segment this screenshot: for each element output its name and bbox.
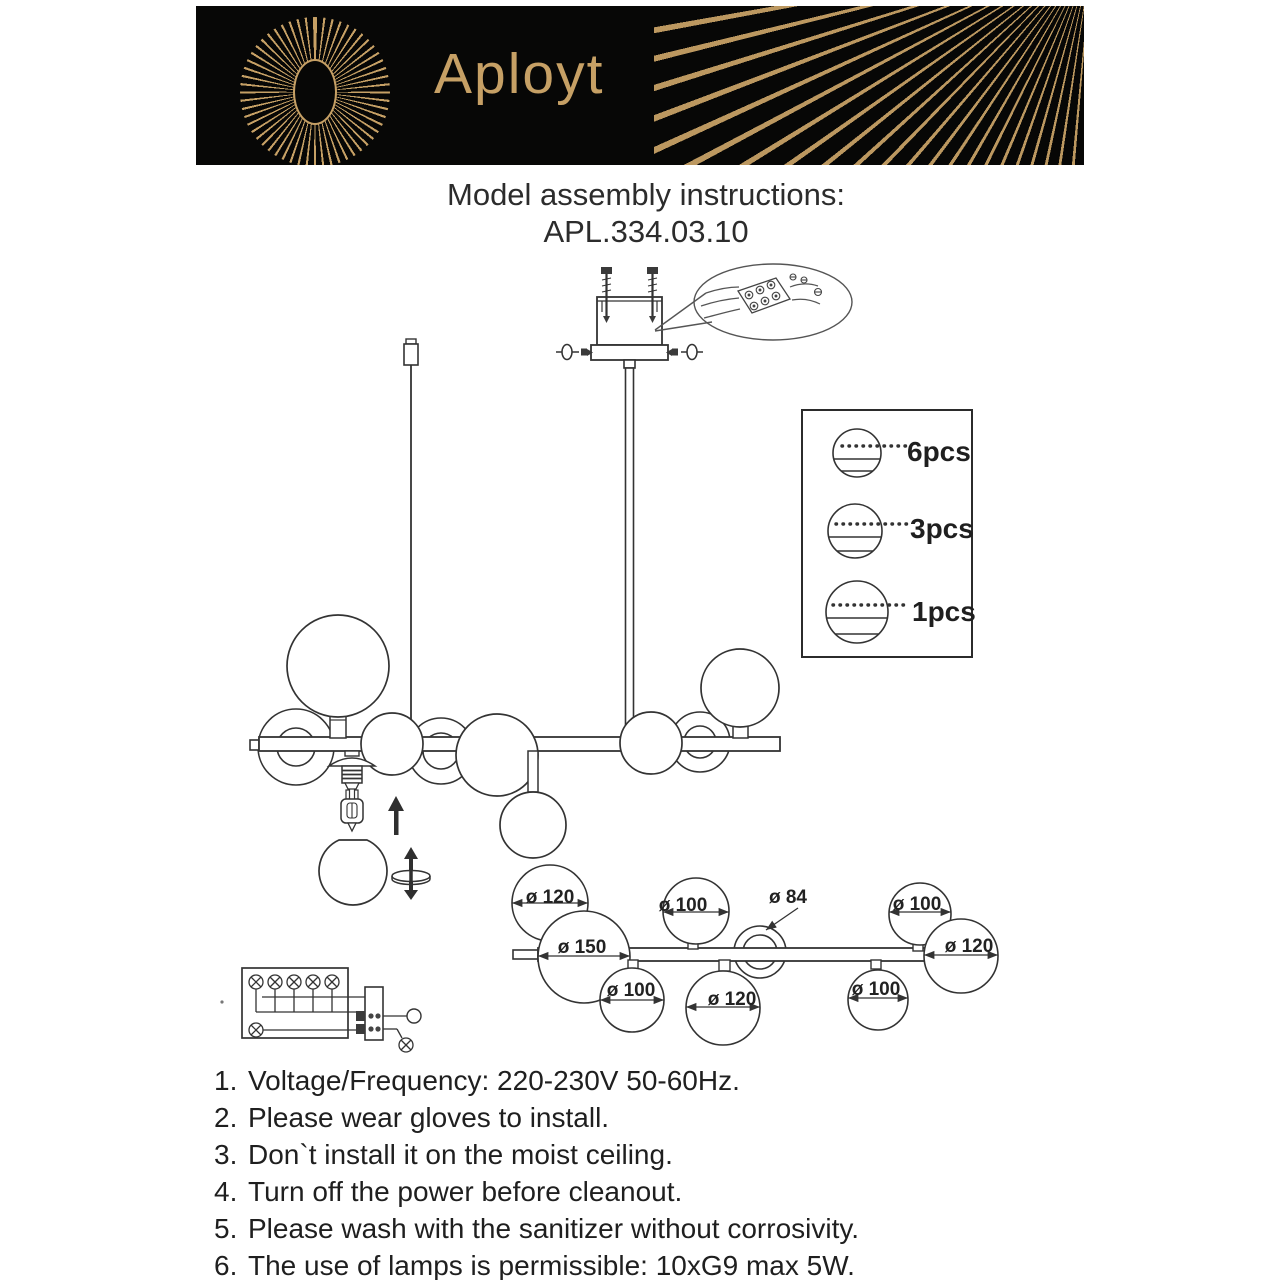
g9-bulb xyxy=(341,790,363,831)
dim-label-84-ring: ø 84 xyxy=(768,887,808,908)
main-rod xyxy=(626,368,634,738)
glass-globe xyxy=(620,712,682,774)
instruction-item xyxy=(214,1062,1084,1099)
ceiling-mount-diagram xyxy=(556,267,703,368)
bar-end-cap xyxy=(250,740,259,750)
glass-globe xyxy=(287,615,389,717)
lamp-symbols-row xyxy=(249,975,339,989)
terminal-strip xyxy=(365,987,383,1040)
dim-label-120-bot-mid: ø 120 xyxy=(707,989,757,1010)
brand-name: Aployt xyxy=(434,42,605,106)
item-number: 2. xyxy=(214,1102,238,1133)
leader-line-84 xyxy=(766,908,798,930)
glass-globe xyxy=(701,649,779,727)
dim-label-120-top-left: ø 120 xyxy=(525,887,575,908)
mounting-screw-left xyxy=(601,267,612,323)
legend-globe-small xyxy=(833,429,906,477)
item-number: 5. xyxy=(214,1213,238,1244)
cable-grip xyxy=(404,344,418,365)
instruction-item xyxy=(214,1247,1084,1280)
dim-label-100-top-mid: ø 100 xyxy=(658,895,708,916)
twist-ring-detail xyxy=(392,847,430,900)
dim-label-100-bot-right: ø 100 xyxy=(851,979,901,1000)
item-text: Voltage/Frequency: 220-230V 50-60Hz. xyxy=(248,1065,740,1096)
instruction-item xyxy=(214,1099,1084,1136)
chandelier-side-view xyxy=(250,615,780,858)
item-number: 4. xyxy=(214,1176,238,1207)
wiring-diagram xyxy=(220,968,421,1052)
rod-coupler xyxy=(624,360,635,368)
mounting-screw-right xyxy=(647,267,658,323)
item-text: Please wash with the sanitizer without corrosivity. xyxy=(248,1213,860,1244)
instruction-item xyxy=(214,1210,1084,1247)
instruction-item xyxy=(214,1173,1084,1210)
item-number: 6. xyxy=(214,1250,238,1280)
legend-qty-1pcs: 1pcs xyxy=(912,596,976,627)
title-line: Model assembly instructions: xyxy=(447,177,845,212)
model-number: APL.334.03.10 xyxy=(543,214,749,249)
loose-screws xyxy=(790,274,822,296)
legend-qty-6pcs: 6pcs xyxy=(907,436,971,467)
item-text: Please wear gloves to install. xyxy=(248,1102,610,1133)
bulb-install-detail xyxy=(319,751,430,905)
canopy-ring xyxy=(591,345,668,360)
dim-label-150: ø 150 xyxy=(557,937,607,958)
terminal-block-detail xyxy=(655,264,852,340)
item-text: Don`t install it on the moist ceiling. xyxy=(248,1139,673,1170)
open-glass-globe xyxy=(319,840,387,905)
glass-globe xyxy=(456,714,538,796)
item-number: 3. xyxy=(214,1139,238,1170)
item-text: The use of lamps is permissible: 10xG9 max 5W. xyxy=(248,1250,855,1280)
glass-globe xyxy=(500,792,566,858)
junction-symbol xyxy=(407,1009,421,1023)
bar-end-cap xyxy=(513,950,538,959)
instruction-item xyxy=(214,1136,1084,1173)
legend-globe-large xyxy=(826,581,910,643)
side-screw-right xyxy=(666,345,703,360)
instruction-list xyxy=(214,1062,1084,1280)
suspension-rods xyxy=(404,339,634,742)
dim-label-120-right: ø 120 xyxy=(944,936,994,957)
dim-label-100-top-right: ø 100 xyxy=(892,894,942,915)
dim-label-100-bot-left: ø 100 xyxy=(606,980,656,1001)
item-text: Turn off the power before cleanout. xyxy=(248,1176,683,1207)
item-number: 1. xyxy=(214,1065,238,1096)
legend-globe-medium xyxy=(828,504,908,558)
legend-qty-3pcs: 3pcs xyxy=(910,513,974,544)
insert-arrow-icon xyxy=(388,796,404,835)
side-screw-left xyxy=(556,345,593,360)
